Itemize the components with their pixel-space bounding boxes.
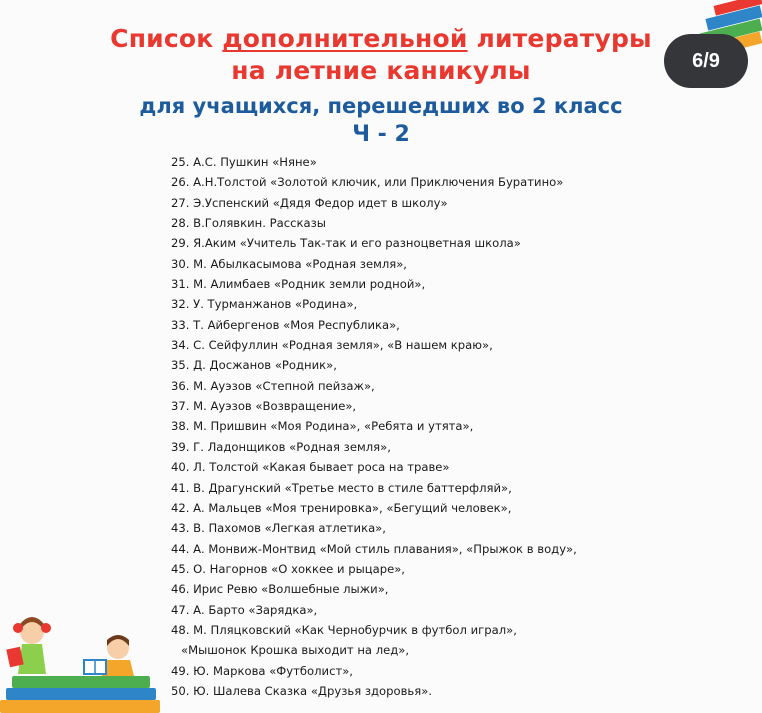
title-word-underlined: дополнительной (222, 24, 468, 53)
list-item: 27. Э.Успенский «Дядя Федор идет в школу» (171, 195, 448, 210)
list-item: 48. М. Пляцковский «Как Чернобурчик в футбол играл», (171, 622, 517, 637)
list-item: 37. М. Ауэзов «Возвращение», (171, 399, 357, 414)
list-item: 36. М. Ауэзов «Степной пейзаж», (171, 378, 375, 393)
list-item: 42. А. Мальцев «Моя тренировка», «Бегущий человек», (171, 500, 512, 515)
list-item: 34. С. Сейфуллин «Родная земля», «В нашем краю», (171, 338, 493, 353)
list-item: 43. В. Пахомов «Легкая атлетика», (171, 521, 386, 536)
list-item: 28. В.Голявкин. Рассказы (171, 216, 326, 231)
title-word-3: литературы (476, 24, 652, 53)
list-item: 30. М. Абылкасымова «Родная земля», (171, 256, 407, 271)
list-item: 40. Л. Толстой «Какая бывает роса на траве» (171, 460, 450, 475)
list-item: 46. Ирис Ревю «Волшебные лыжи», (171, 582, 389, 597)
list-item: 47. А. Барто «Зарядка», (171, 602, 318, 617)
title-line-1 (0, 24, 762, 53)
list-item-continuation: «Мышонок Крошка выходит на лед», (181, 643, 410, 658)
list-item: 32. У. Турманжанов «Родина», (171, 297, 358, 312)
list-item: 45. О. Нагорнов «О хоккее и рыцаре», (171, 561, 405, 576)
list-item: 29. Я.Аким «Учитель Так-так и его разноцветная школа» (171, 236, 521, 251)
list-item: 49. Ю. Маркова «Футболист», (171, 663, 353, 678)
list-item: 31. М. Алимбаев «Родник земли родной», (171, 277, 426, 292)
subtitle-grade: для учащихся, перешедших во 2 класс (139, 94, 623, 118)
kids-reading-illustration (0, 610, 160, 713)
title-word-1: Список (110, 24, 214, 53)
subtitle-part: Ч - 2 (352, 122, 410, 147)
list-item: 50. Ю. Шалева Сказка «Друзья здоровья». (171, 683, 433, 698)
title-line-2: на летние каникулы (231, 56, 531, 85)
list-item: 39. Г. Ладонщиков «Родная земля», (171, 439, 391, 454)
list-item: 44. А. Монвиж-Монтвид «Мой стиль плавания», «Прыжок в воду», (171, 541, 577, 556)
list-item: 38. М. Пришвин «Моя Родина», «Ребята и утята», (171, 419, 474, 434)
page-counter-badge[interactable]: 6/9 (664, 34, 748, 88)
list-item: 26. А.Н.Толстой «Золотой ключик, или Приключения Буратино» (171, 175, 564, 190)
list-item: 35. Д. Досжанов «Родник», (171, 358, 337, 373)
list-item: 25. А.С. Пушкин «Няне» (171, 155, 317, 169)
list-item: 41. В. Драгунский «Третье место в стиле баттерфляй», (171, 480, 512, 495)
list-item: 33. Т. Айбергенов «Моя Республика», (171, 317, 400, 332)
book-list (171, 152, 577, 701)
